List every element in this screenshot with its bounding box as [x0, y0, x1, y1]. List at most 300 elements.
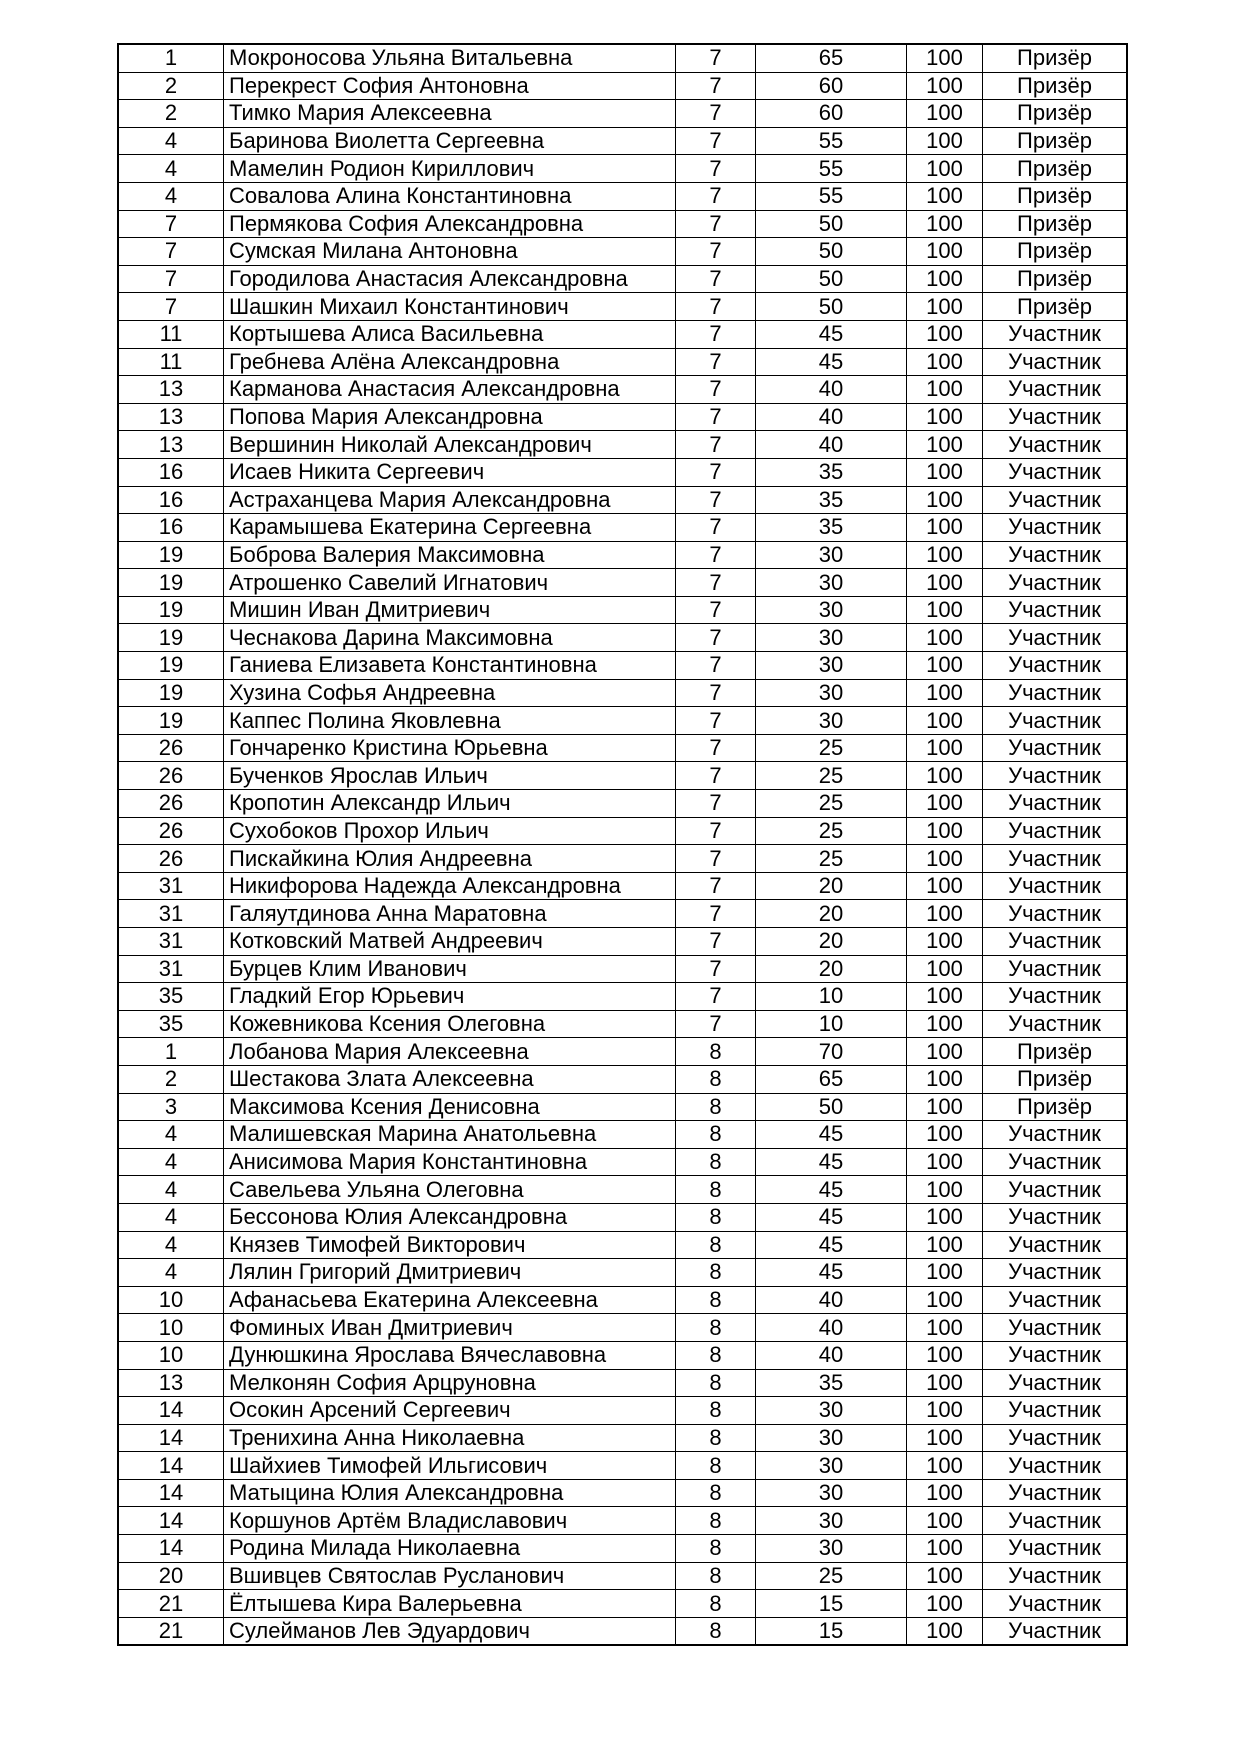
- score-cell: 65: [756, 1065, 907, 1093]
- results-table: [117, 43, 1128, 1646]
- max-score-cell: 100: [907, 100, 983, 128]
- max-score-cell: 100: [907, 1507, 983, 1535]
- table-row: [118, 734, 1127, 762]
- grade-cell: 7: [676, 265, 756, 293]
- max-score-cell: 100: [907, 762, 983, 790]
- name-cell: Максимова Ксения Денисовна: [224, 1093, 676, 1121]
- grade-cell: 7: [676, 44, 756, 72]
- score-cell: 15: [756, 1590, 907, 1618]
- score-cell: 50: [756, 293, 907, 321]
- table-row: [118, 872, 1127, 900]
- score-cell: 45: [756, 1176, 907, 1204]
- max-score-cell: 100: [907, 1121, 983, 1149]
- rank-cell: 31: [118, 872, 224, 900]
- status-cell: Участник: [983, 734, 1128, 762]
- max-score-cell: 100: [907, 652, 983, 680]
- status-cell: Участник: [983, 817, 1128, 845]
- grade-cell: 7: [676, 320, 756, 348]
- name-cell: Шайхиев Тимофей Ильгисович: [224, 1452, 676, 1480]
- table-row: [118, 762, 1127, 790]
- table-row: [118, 44, 1127, 72]
- max-score-cell: 100: [907, 1093, 983, 1121]
- score-cell: 45: [756, 1259, 907, 1287]
- status-cell: Участник: [983, 1259, 1128, 1287]
- score-cell: 30: [756, 569, 907, 597]
- rank-cell: 19: [118, 624, 224, 652]
- grade-cell: 8: [676, 1535, 756, 1563]
- status-cell: Участник: [983, 955, 1128, 983]
- name-cell: Котковский Матвей Андреевич: [224, 928, 676, 956]
- status-cell: Участник: [983, 1314, 1128, 1342]
- name-cell: Исаев Никита Сергеевич: [224, 458, 676, 486]
- grade-cell: 8: [676, 1424, 756, 1452]
- max-score-cell: 100: [907, 1065, 983, 1093]
- name-cell: Сулейманов Лев Эдуардович: [224, 1617, 676, 1645]
- status-cell: Участник: [983, 1010, 1128, 1038]
- score-cell: 45: [756, 1231, 907, 1259]
- grade-cell: 8: [676, 1203, 756, 1231]
- status-cell: Участник: [983, 1424, 1128, 1452]
- rank-cell: 31: [118, 928, 224, 956]
- max-score-cell: 100: [907, 182, 983, 210]
- status-cell: Призёр: [983, 127, 1128, 155]
- status-cell: Участник: [983, 1176, 1128, 1204]
- status-cell: Призёр: [983, 155, 1128, 183]
- name-cell: Кожевникова Ксения Олеговна: [224, 1010, 676, 1038]
- table-row: [118, 1259, 1127, 1287]
- max-score-cell: 100: [907, 928, 983, 956]
- rank-cell: 14: [118, 1535, 224, 1563]
- rank-cell: 26: [118, 817, 224, 845]
- name-cell: Совалова Алина Константиновна: [224, 182, 676, 210]
- max-score-cell: 100: [907, 1148, 983, 1176]
- max-score-cell: 100: [907, 596, 983, 624]
- grade-cell: 8: [676, 1093, 756, 1121]
- score-cell: 45: [756, 1121, 907, 1149]
- table-row: [118, 1424, 1127, 1452]
- grade-cell: 7: [676, 955, 756, 983]
- name-cell: Дунюшкина Ярослава Вячеславовна: [224, 1341, 676, 1369]
- score-cell: 30: [756, 1507, 907, 1535]
- rank-cell: 14: [118, 1507, 224, 1535]
- max-score-cell: 100: [907, 348, 983, 376]
- rank-cell: 4: [118, 1259, 224, 1287]
- grade-cell: 7: [676, 707, 756, 735]
- table-row: [118, 1314, 1127, 1342]
- score-cell: 50: [756, 210, 907, 238]
- rank-cell: 3: [118, 1093, 224, 1121]
- name-cell: Вершинин Николай Александрович: [224, 431, 676, 459]
- max-score-cell: 100: [907, 293, 983, 321]
- max-score-cell: 100: [907, 872, 983, 900]
- score-cell: 40: [756, 1286, 907, 1314]
- rank-cell: 35: [118, 1010, 224, 1038]
- table-row: [118, 1286, 1127, 1314]
- max-score-cell: 100: [907, 1424, 983, 1452]
- grade-cell: 7: [676, 652, 756, 680]
- rank-cell: 7: [118, 293, 224, 321]
- score-cell: 30: [756, 1479, 907, 1507]
- rank-cell: 10: [118, 1341, 224, 1369]
- score-cell: 45: [756, 1203, 907, 1231]
- grade-cell: 8: [676, 1231, 756, 1259]
- name-cell: Галяутдинова Анна Маратовна: [224, 900, 676, 928]
- score-cell: 30: [756, 624, 907, 652]
- name-cell: Ганиева Елизавета Константиновна: [224, 652, 676, 680]
- score-cell: 20: [756, 900, 907, 928]
- score-cell: 55: [756, 155, 907, 183]
- status-cell: Участник: [983, 486, 1128, 514]
- score-cell: 20: [756, 955, 907, 983]
- max-score-cell: 100: [907, 983, 983, 1011]
- rank-cell: 4: [118, 1176, 224, 1204]
- score-cell: 30: [756, 1397, 907, 1425]
- table-row: [118, 1369, 1127, 1397]
- grade-cell: 7: [676, 817, 756, 845]
- results-table-body: [118, 44, 1127, 1645]
- name-cell: Лобанова Мария Алексеевна: [224, 1038, 676, 1066]
- grade-cell: 7: [676, 679, 756, 707]
- score-cell: 25: [756, 817, 907, 845]
- rank-cell: 11: [118, 320, 224, 348]
- rank-cell: 11: [118, 348, 224, 376]
- name-cell: Кортышева Алиса Васильевна: [224, 320, 676, 348]
- rank-cell: 14: [118, 1479, 224, 1507]
- grade-cell: 8: [676, 1065, 756, 1093]
- grade-cell: 7: [676, 1010, 756, 1038]
- status-cell: Участник: [983, 762, 1128, 790]
- status-cell: Участник: [983, 1562, 1128, 1590]
- max-score-cell: 100: [907, 431, 983, 459]
- table-row: [118, 1507, 1127, 1535]
- table-row: [118, 1341, 1127, 1369]
- status-cell: Участник: [983, 1341, 1128, 1369]
- status-cell: Участник: [983, 596, 1128, 624]
- table-row: [118, 72, 1127, 100]
- score-cell: 60: [756, 100, 907, 128]
- score-cell: 40: [756, 1314, 907, 1342]
- status-cell: Участник: [983, 1121, 1128, 1149]
- table-row: [118, 238, 1127, 266]
- status-cell: Призёр: [983, 1093, 1128, 1121]
- rank-cell: 31: [118, 955, 224, 983]
- grade-cell: 7: [676, 458, 756, 486]
- table-row: [118, 928, 1127, 956]
- table-row: [118, 900, 1127, 928]
- name-cell: Атрошенко Савелий Игнатович: [224, 569, 676, 597]
- rank-cell: 7: [118, 210, 224, 238]
- grade-cell: 8: [676, 1452, 756, 1480]
- name-cell: Баринова Виолетта Сергеевна: [224, 127, 676, 155]
- status-cell: Участник: [983, 1507, 1128, 1535]
- name-cell: Никифорова Надежда Александровна: [224, 872, 676, 900]
- score-cell: 30: [756, 679, 907, 707]
- name-cell: Шашкин Михаил Константинович: [224, 293, 676, 321]
- status-cell: Участник: [983, 514, 1128, 542]
- grade-cell: 7: [676, 348, 756, 376]
- score-cell: 30: [756, 1452, 907, 1480]
- score-cell: 40: [756, 1341, 907, 1369]
- name-cell: Бессонова Юлия Александровна: [224, 1203, 676, 1231]
- rank-cell: 31: [118, 900, 224, 928]
- score-cell: 55: [756, 127, 907, 155]
- name-cell: Коршунов Артём Владиславович: [224, 1507, 676, 1535]
- name-cell: Мишин Иван Дмитриевич: [224, 596, 676, 624]
- grade-cell: 8: [676, 1507, 756, 1535]
- status-cell: Участник: [983, 1286, 1128, 1314]
- status-cell: Участник: [983, 707, 1128, 735]
- grade-cell: 7: [676, 431, 756, 459]
- name-cell: Каппес Полина Яковлевна: [224, 707, 676, 735]
- grade-cell: 7: [676, 376, 756, 404]
- name-cell: Лялин Григорий Дмитриевич: [224, 1259, 676, 1287]
- grade-cell: 7: [676, 486, 756, 514]
- rank-cell: 26: [118, 845, 224, 873]
- grade-cell: 7: [676, 541, 756, 569]
- status-cell: Участник: [983, 431, 1128, 459]
- table-row: [118, 1093, 1127, 1121]
- max-score-cell: 100: [907, 955, 983, 983]
- max-score-cell: 100: [907, 1286, 983, 1314]
- max-score-cell: 100: [907, 900, 983, 928]
- status-cell: Призёр: [983, 182, 1128, 210]
- name-cell: Бурцев Клим Иванович: [224, 955, 676, 983]
- max-score-cell: 100: [907, 514, 983, 542]
- score-cell: 30: [756, 1535, 907, 1563]
- rank-cell: 16: [118, 514, 224, 542]
- table-row: [118, 514, 1127, 542]
- grade-cell: 8: [676, 1176, 756, 1204]
- score-cell: 45: [756, 320, 907, 348]
- grade-cell: 7: [676, 624, 756, 652]
- table-row: [118, 293, 1127, 321]
- max-score-cell: 100: [907, 1535, 983, 1563]
- rank-cell: 4: [118, 155, 224, 183]
- grade-cell: 8: [676, 1562, 756, 1590]
- score-cell: 20: [756, 872, 907, 900]
- table-row: [118, 100, 1127, 128]
- table-row: [118, 1065, 1127, 1093]
- rank-cell: 19: [118, 541, 224, 569]
- name-cell: Афанасьева Екатерина Алексеевна: [224, 1286, 676, 1314]
- status-cell: Участник: [983, 1369, 1128, 1397]
- table-row: [118, 983, 1127, 1011]
- table-row: [118, 955, 1127, 983]
- max-score-cell: 100: [907, 458, 983, 486]
- status-cell: Участник: [983, 1203, 1128, 1231]
- grade-cell: 7: [676, 210, 756, 238]
- rank-cell: 4: [118, 182, 224, 210]
- table-row: [118, 182, 1127, 210]
- rank-cell: 26: [118, 734, 224, 762]
- max-score-cell: 100: [907, 320, 983, 348]
- rank-cell: 16: [118, 486, 224, 514]
- name-cell: Фоминых Иван Дмитриевич: [224, 1314, 676, 1342]
- table-row: [118, 1397, 1127, 1425]
- score-cell: 60: [756, 72, 907, 100]
- table-row: [118, 1010, 1127, 1038]
- max-score-cell: 100: [907, 1231, 983, 1259]
- max-score-cell: 100: [907, 127, 983, 155]
- grade-cell: 7: [676, 514, 756, 542]
- status-cell: Призёр: [983, 1038, 1128, 1066]
- rank-cell: 13: [118, 376, 224, 404]
- grade-cell: 7: [676, 872, 756, 900]
- grade-cell: 7: [676, 72, 756, 100]
- rank-cell: 26: [118, 790, 224, 818]
- grade-cell: 7: [676, 403, 756, 431]
- score-cell: 55: [756, 182, 907, 210]
- name-cell: Боброва Валерия Максимовна: [224, 541, 676, 569]
- rank-cell: 1: [118, 1038, 224, 1066]
- name-cell: Чеснакова Дарина Максимовна: [224, 624, 676, 652]
- score-cell: 50: [756, 265, 907, 293]
- score-cell: 35: [756, 514, 907, 542]
- status-cell: Участник: [983, 624, 1128, 652]
- status-cell: Участник: [983, 1397, 1128, 1425]
- rank-cell: 2: [118, 100, 224, 128]
- table-row: [118, 1452, 1127, 1480]
- max-score-cell: 100: [907, 1203, 983, 1231]
- rank-cell: 4: [118, 1203, 224, 1231]
- table-row: [118, 155, 1127, 183]
- score-cell: 25: [756, 762, 907, 790]
- max-score-cell: 100: [907, 265, 983, 293]
- score-cell: 25: [756, 845, 907, 873]
- table-row: [118, 1203, 1127, 1231]
- table-row: [118, 403, 1127, 431]
- table-row: [118, 320, 1127, 348]
- table-row: [118, 348, 1127, 376]
- score-cell: 30: [756, 596, 907, 624]
- rank-cell: 14: [118, 1424, 224, 1452]
- status-cell: Участник: [983, 790, 1128, 818]
- score-cell: 40: [756, 403, 907, 431]
- max-score-cell: 100: [907, 1397, 983, 1425]
- status-cell: Участник: [983, 1590, 1128, 1618]
- table-row: [118, 265, 1127, 293]
- status-cell: Участник: [983, 569, 1128, 597]
- max-score-cell: 100: [907, 155, 983, 183]
- table-row: [118, 1590, 1127, 1618]
- score-cell: 20: [756, 928, 907, 956]
- max-score-cell: 100: [907, 541, 983, 569]
- grade-cell: 8: [676, 1259, 756, 1287]
- table-row: [118, 431, 1127, 459]
- grade-cell: 7: [676, 155, 756, 183]
- grade-cell: 8: [676, 1038, 756, 1066]
- rank-cell: 14: [118, 1452, 224, 1480]
- grade-cell: 8: [676, 1148, 756, 1176]
- rank-cell: 2: [118, 1065, 224, 1093]
- name-cell: Мамелин Родион Кириллович: [224, 155, 676, 183]
- status-cell: Участник: [983, 376, 1128, 404]
- name-cell: Тимко Мария Алексеевна: [224, 100, 676, 128]
- table-row: [118, 569, 1127, 597]
- name-cell: Савельева Ульяна Олеговна: [224, 1176, 676, 1204]
- max-score-cell: 100: [907, 1314, 983, 1342]
- table-row: [118, 845, 1127, 873]
- name-cell: Городилова Анастасия Александровна: [224, 265, 676, 293]
- status-cell: Участник: [983, 458, 1128, 486]
- status-cell: Участник: [983, 403, 1128, 431]
- max-score-cell: 100: [907, 1176, 983, 1204]
- table-row: [118, 486, 1127, 514]
- status-cell: Участник: [983, 1535, 1128, 1563]
- rank-cell: 10: [118, 1286, 224, 1314]
- rank-cell: 1: [118, 44, 224, 72]
- name-cell: Кропотин Александр Ильич: [224, 790, 676, 818]
- table-row: [118, 458, 1127, 486]
- max-score-cell: 100: [907, 790, 983, 818]
- name-cell: Попова Мария Александровна: [224, 403, 676, 431]
- status-cell: Призёр: [983, 1065, 1128, 1093]
- max-score-cell: 100: [907, 1590, 983, 1618]
- score-cell: 10: [756, 1010, 907, 1038]
- table-row: [118, 596, 1127, 624]
- name-cell: Карамышева Екатерина Сергеевна: [224, 514, 676, 542]
- grade-cell: 8: [676, 1286, 756, 1314]
- grade-cell: 7: [676, 127, 756, 155]
- rank-cell: 14: [118, 1397, 224, 1425]
- status-cell: Участник: [983, 1231, 1128, 1259]
- score-cell: 50: [756, 238, 907, 266]
- name-cell: Перекрест София Антоновна: [224, 72, 676, 100]
- max-score-cell: 100: [907, 1369, 983, 1397]
- max-score-cell: 100: [907, 486, 983, 514]
- grade-cell: 8: [676, 1369, 756, 1397]
- name-cell: Хузина Софья Андреевна: [224, 679, 676, 707]
- score-cell: 45: [756, 348, 907, 376]
- rank-cell: 13: [118, 1369, 224, 1397]
- table-row: [118, 541, 1127, 569]
- max-score-cell: 100: [907, 679, 983, 707]
- rank-cell: 19: [118, 707, 224, 735]
- grade-cell: 8: [676, 1617, 756, 1645]
- table-row: [118, 127, 1127, 155]
- rank-cell: 13: [118, 403, 224, 431]
- max-score-cell: 100: [907, 403, 983, 431]
- score-cell: 35: [756, 458, 907, 486]
- name-cell: Осокин Арсений Сергеевич: [224, 1397, 676, 1425]
- name-cell: Анисимова Мария Константиновна: [224, 1148, 676, 1176]
- grade-cell: 8: [676, 1121, 756, 1149]
- name-cell: Матыцина Юлия Александровна: [224, 1479, 676, 1507]
- grade-cell: 7: [676, 734, 756, 762]
- status-cell: Участник: [983, 845, 1128, 873]
- status-cell: Призёр: [983, 44, 1128, 72]
- table-row: [118, 1038, 1127, 1066]
- score-cell: 70: [756, 1038, 907, 1066]
- table-row: [118, 707, 1127, 735]
- max-score-cell: 100: [907, 1010, 983, 1038]
- status-cell: Участник: [983, 928, 1128, 956]
- status-cell: Участник: [983, 652, 1128, 680]
- score-cell: 30: [756, 652, 907, 680]
- score-cell: 35: [756, 1369, 907, 1397]
- status-cell: Призёр: [983, 100, 1128, 128]
- max-score-cell: 100: [907, 1452, 983, 1480]
- max-score-cell: 100: [907, 44, 983, 72]
- name-cell: Малишевская Марина Анатольевна: [224, 1121, 676, 1149]
- max-score-cell: 100: [907, 845, 983, 873]
- rank-cell: 2: [118, 72, 224, 100]
- name-cell: Карманова Анастасия Александровна: [224, 376, 676, 404]
- max-score-cell: 100: [907, 1562, 983, 1590]
- rank-cell: 16: [118, 458, 224, 486]
- max-score-cell: 100: [907, 817, 983, 845]
- max-score-cell: 100: [907, 238, 983, 266]
